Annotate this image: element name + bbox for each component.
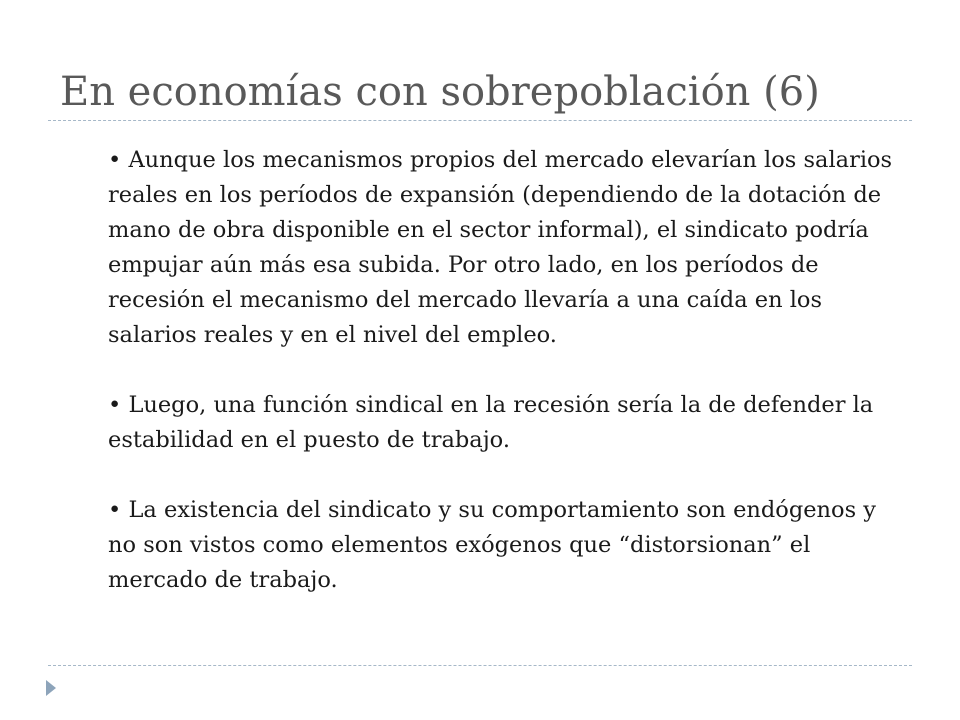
bullet-item [108,388,898,458]
bullet-text: Aunque los mecanismos propios del mercado elevarían los salarios reales en los períodos de expansión (dependiendo de la dotación de mano de obra disponible en el sector informal), el sindicato podría empujar aún más esa subida. Por otro lado, en los períodos de recesión el mecanismo del mercado llevaría a una caída en los salarios reales y en el nivel del empleo. [108,147,893,348]
bullet-text: La existencia del sindicato y su comportamiento son endógenos y no son vistos como elementos exógenos que “distorsionan” el mercado de trabajo. [108,497,876,593]
bullet-item [108,143,898,353]
bullet-item [108,493,898,598]
bullet-marker: • [108,147,122,173]
bullet-text: Luego, una función sindical en la recesión sería la de defender la estabilidad en el puesto de trabajo. [108,392,874,453]
title-divider [48,120,912,121]
bullet-marker: • [108,392,122,418]
triangle-right-icon [46,680,56,696]
slide-title: En economías con sobrepoblación (6) [60,69,820,115]
footer-divider [48,665,912,666]
bullet-list [108,143,898,598]
bullet-marker: • [108,497,122,523]
